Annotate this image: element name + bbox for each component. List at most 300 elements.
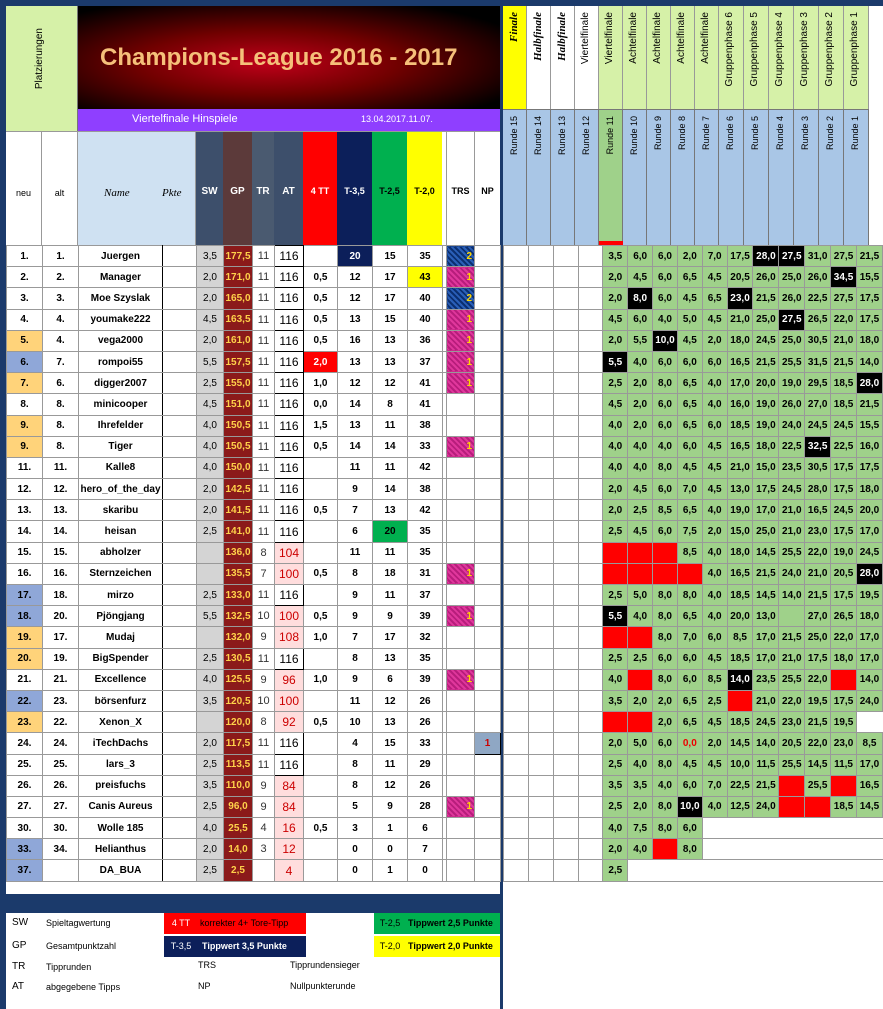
round-header-8 — [671, 6, 695, 109]
round-score: 19,0 — [727, 500, 753, 521]
rank-old: 7. — [43, 351, 79, 372]
round-header-label: Viertelfinale — [604, 12, 615, 65]
player-name[interactable]: Sternzeichen — [79, 563, 163, 584]
t20-value: 29 — [408, 754, 443, 775]
round-score: 21,5 — [831, 351, 857, 372]
round-score: 8,0 — [653, 373, 678, 394]
round-cell-empty — [528, 373, 553, 394]
trs-value — [447, 500, 475, 521]
round-score: 22,5 — [805, 288, 831, 309]
gp-value: 157,5 — [224, 351, 253, 372]
at-value: 116 — [275, 500, 304, 521]
round-score — [603, 712, 628, 733]
round-score: 18,5 — [727, 648, 753, 669]
round-score: 17,5 — [831, 585, 857, 606]
t20-value: 37 — [408, 351, 443, 372]
pkte-cell — [163, 606, 197, 627]
round-score: 21,5 — [805, 585, 831, 606]
round-cell-empty — [528, 521, 553, 542]
tr-value: 7 — [253, 563, 275, 584]
round-score: 19,0 — [753, 394, 779, 415]
round-header-label: Halbfinale — [556, 12, 568, 61]
at-value: 116 — [275, 351, 304, 372]
t25-value: 11 — [373, 542, 408, 563]
round-score: 22,0 — [831, 309, 857, 330]
sw-value — [197, 627, 224, 648]
player-name[interactable]: hero_of_the_day — [79, 479, 163, 500]
round-score: 24,5 — [753, 330, 779, 351]
gp-value: 110,0 — [224, 775, 253, 796]
round-header-label: Achtelfinale — [628, 12, 639, 64]
np-value — [475, 330, 501, 351]
table-row — [7, 606, 501, 627]
round-cell-empty — [504, 839, 529, 860]
table-row — [7, 521, 501, 542]
rounds-row — [504, 500, 883, 521]
player-name[interactable]: Ihrefelder — [79, 415, 163, 436]
player-name[interactable]: rompoi55 — [79, 351, 163, 372]
col-gp: GP — [223, 132, 252, 246]
sw-value: 2,5 — [197, 648, 224, 669]
round-cell-empty — [528, 288, 553, 309]
gp-value: 2,5 — [224, 860, 253, 881]
round-score: 4,5 — [702, 309, 727, 330]
gp-value: 130,5 — [224, 648, 253, 669]
t20-value: 35 — [408, 542, 443, 563]
t20-value: 33 — [408, 733, 443, 754]
np-value — [475, 669, 501, 690]
trs-value — [447, 521, 475, 542]
round-score: 28,0 — [856, 563, 882, 584]
round-sub-label: Runde 1 — [850, 116, 860, 151]
rank-old: 6. — [43, 373, 79, 394]
tt-value: 0,5 — [304, 500, 338, 521]
round-score: 6,0 — [702, 627, 727, 648]
round-score: 10,0 — [677, 796, 702, 817]
round-cell-empty — [578, 330, 603, 351]
round-sub-label: Runde 12 — [581, 116, 591, 156]
player-name[interactable]: minicooper — [79, 394, 163, 415]
round-score: 2,0 — [677, 246, 702, 267]
round-cell-empty — [578, 818, 603, 839]
pkte-cell — [163, 690, 197, 711]
round-score — [856, 818, 882, 839]
t35-value: 5 — [338, 796, 373, 817]
t20-value: 6 — [408, 818, 443, 839]
rank-new: 27. — [7, 796, 43, 817]
pkte-cell — [163, 818, 197, 839]
player-name[interactable]: vega2000 — [79, 330, 163, 351]
player-name[interactable]: BigSpender — [79, 648, 163, 669]
round-score: 2,0 — [702, 330, 727, 351]
round-score: 16,5 — [805, 500, 831, 521]
sw-value: 4,0 — [197, 818, 224, 839]
rank-old — [43, 860, 79, 881]
round-score: 21,0 — [779, 648, 805, 669]
round-sub-9 — [647, 109, 671, 245]
round-score: 10,0 — [727, 754, 753, 775]
tt-value — [304, 733, 338, 754]
t20-value: 26 — [408, 690, 443, 711]
round-header-13 — [551, 6, 575, 109]
pkte-cell — [163, 351, 197, 372]
table-row — [7, 585, 501, 606]
round-cell-empty — [553, 627, 578, 648]
round-header-7 — [695, 6, 719, 109]
player-name[interactable]: Juergen — [79, 246, 163, 267]
player-name[interactable]: Pjöngjang — [79, 606, 163, 627]
player-name[interactable]: mirzo — [79, 585, 163, 606]
tt-value: 0,5 — [304, 712, 338, 733]
round-cell-empty — [553, 479, 578, 500]
at-value: 108 — [275, 627, 304, 648]
round-score: 2,5 — [628, 648, 653, 669]
rounds-row — [504, 733, 883, 754]
player-name[interactable]: Tiger — [79, 436, 163, 457]
round-cell-empty — [528, 267, 553, 288]
round-score: 24,5 — [805, 415, 831, 436]
player-name[interactable]: skaribu — [79, 500, 163, 521]
round-score: 2,5 — [603, 521, 628, 542]
round-cell-empty — [528, 690, 553, 711]
round-sub-11 — [599, 109, 623, 245]
rounds-row — [504, 351, 883, 372]
trs-value — [447, 648, 475, 669]
platz-label: Platzierungen — [34, 28, 45, 90]
round-score — [805, 818, 831, 839]
round-score — [702, 818, 727, 839]
player-name[interactable]: Excellence — [79, 669, 163, 690]
round-score: 2,0 — [702, 521, 727, 542]
round-cell-empty — [528, 712, 553, 733]
round-score — [831, 669, 857, 690]
table-row — [7, 733, 501, 754]
round-sub-label: Runde 13 — [557, 116, 567, 156]
round-header-15 — [503, 6, 527, 109]
round-score: 6,0 — [653, 246, 678, 267]
rank-new: 2. — [7, 267, 43, 288]
round-score: 7,0 — [702, 246, 727, 267]
rank-old: 16. — [43, 563, 79, 584]
round-score — [856, 860, 882, 881]
pkte-cell — [163, 415, 197, 436]
round-score — [727, 839, 753, 860]
np-value — [475, 288, 501, 309]
round-cell-empty — [504, 246, 529, 267]
round-score — [779, 775, 805, 796]
round-header-9 — [647, 6, 671, 109]
round-cell-empty — [528, 648, 553, 669]
t35-value: 9 — [338, 479, 373, 500]
table-row — [7, 479, 501, 500]
pkte-cell — [163, 839, 197, 860]
round-score: 30,5 — [805, 330, 831, 351]
round-score: 2,5 — [603, 754, 628, 775]
t25-value: 13 — [373, 330, 408, 351]
round-score: 8,5 — [727, 627, 753, 648]
t35-value: 8 — [338, 775, 373, 796]
round-score: 20,5 — [779, 733, 805, 754]
round-score: 17,5 — [831, 457, 857, 478]
round-score: 26,5 — [805, 309, 831, 330]
t20-value: 41 — [408, 373, 443, 394]
round-score: 27,5 — [831, 246, 857, 267]
np-value — [475, 415, 501, 436]
pkte-cell — [163, 796, 197, 817]
t25-value: 20 — [373, 521, 408, 542]
rank-old: 18. — [43, 585, 79, 606]
round-cell-empty — [553, 775, 578, 796]
round-sub-label: Runde 2 — [825, 116, 835, 151]
subtitle: Viertelfinale Hinspiele — [132, 113, 238, 125]
round-score: 8,0 — [653, 606, 678, 627]
pkte-cell — [163, 542, 197, 563]
at-value: 96 — [275, 669, 304, 690]
round-score: 8,5 — [677, 542, 702, 563]
trs-value — [447, 415, 475, 436]
round-score: 6,5 — [702, 288, 727, 309]
round-score: 6,0 — [653, 733, 678, 754]
rank-new: 5. — [7, 330, 43, 351]
rank-old: 26. — [43, 775, 79, 796]
sw-value: 2,0 — [197, 330, 224, 351]
gp-value: 14,0 — [224, 839, 253, 860]
round-score: 26,0 — [805, 267, 831, 288]
player-name[interactable]: digger2007 — [79, 373, 163, 394]
round-cell-empty — [528, 309, 553, 330]
t25-value: 12 — [373, 690, 408, 711]
round-score: 2,0 — [603, 267, 628, 288]
player-name[interactable]: Canis Aureus — [79, 796, 163, 817]
table-row — [7, 775, 501, 796]
round-score — [779, 818, 805, 839]
round-cell-empty — [528, 542, 553, 563]
round-sub-label: Runde 3 — [800, 116, 810, 151]
player-name[interactable]: Mudaj — [79, 627, 163, 648]
round-score: 22,0 — [805, 542, 831, 563]
round-cell-empty — [528, 606, 553, 627]
at-value: 116 — [275, 733, 304, 754]
rank-old: 22. — [43, 712, 79, 733]
round-score: 26,0 — [753, 267, 779, 288]
gp-value: 133,0 — [224, 585, 253, 606]
t35-value: 12 — [338, 267, 373, 288]
round-header-1 — [844, 6, 869, 109]
table-row — [7, 330, 501, 351]
round-cell-empty — [504, 627, 529, 648]
round-score: 17,5 — [831, 521, 857, 542]
player-name[interactable]: börsenfurz — [79, 690, 163, 711]
tr-value: 11 — [253, 267, 275, 288]
round-cell-empty — [528, 436, 553, 457]
column-headers — [6, 131, 500, 245]
table-row — [7, 373, 501, 394]
rank-old: 27. — [43, 796, 79, 817]
rank-old: 20. — [43, 606, 79, 627]
round-cell-empty — [504, 818, 529, 839]
round-score — [603, 627, 628, 648]
page-title: Champions-League 2016 - 2017 — [100, 44, 458, 71]
rank-old: 17. — [43, 627, 79, 648]
round-score — [628, 542, 653, 563]
tr-value: 10 — [253, 606, 275, 627]
t20-value: 28 — [408, 796, 443, 817]
rank-new: 8. — [7, 394, 43, 415]
rank-old: 30. — [43, 818, 79, 839]
round-score — [603, 542, 628, 563]
round-score — [831, 860, 857, 881]
round-score: 4,0 — [603, 818, 628, 839]
round-score: 15,0 — [753, 457, 779, 478]
round-score: 5,5 — [603, 351, 628, 372]
pkte-cell — [163, 457, 197, 478]
rounds-row — [504, 754, 883, 775]
player-name[interactable]: Moe Szyslak — [79, 288, 163, 309]
tt-value — [304, 648, 338, 669]
round-score: 4,5 — [603, 309, 628, 330]
round-score: 19,0 — [831, 542, 857, 563]
round-score: 25,5 — [779, 542, 805, 563]
sw-value: 4,0 — [197, 669, 224, 690]
round-score: 4,5 — [702, 436, 727, 457]
round-score: 5,0 — [628, 733, 653, 754]
gp-value: 125,5 — [224, 669, 253, 690]
sw-value: 2,0 — [197, 288, 224, 309]
round-score: 4,0 — [702, 394, 727, 415]
round-cell-empty — [553, 585, 578, 606]
sw-value: 3,5 — [197, 246, 224, 267]
round-score: 14,0 — [779, 585, 805, 606]
t20-value: 43 — [408, 267, 443, 288]
trs-value — [447, 542, 475, 563]
t20-value: 41 — [408, 394, 443, 415]
round-cell-empty — [553, 267, 578, 288]
table-row — [7, 351, 501, 372]
round-sub-13 — [551, 109, 575, 245]
legend-t35-text: Tippwert 3,5 Punkte — [198, 936, 306, 957]
round-cell-empty — [578, 733, 603, 754]
round-score: 14,0 — [727, 669, 753, 690]
legend-at: AT — [12, 981, 25, 992]
rounds-row — [504, 479, 883, 500]
round-score: 21,0 — [779, 500, 805, 521]
player-name[interactable]: lars_3 — [79, 754, 163, 775]
round-score: 14,5 — [805, 754, 831, 775]
t35-value: 11 — [338, 542, 373, 563]
at-value: 116 — [275, 267, 304, 288]
col-pkte: Pkte — [162, 187, 182, 199]
tr-value: 9 — [253, 669, 275, 690]
at-value: 100 — [275, 606, 304, 627]
col-trs: TRS — [446, 132, 474, 246]
rank-old: 13. — [43, 500, 79, 521]
round-score: 25,0 — [805, 627, 831, 648]
tr-value: 11 — [253, 436, 275, 457]
round-score: 25,0 — [753, 309, 779, 330]
tt-value — [304, 775, 338, 796]
round-score: 2,0 — [628, 690, 653, 711]
round-score: 26,5 — [831, 606, 857, 627]
at-value: 116 — [275, 585, 304, 606]
player-name[interactable]: iTechDachs — [79, 733, 163, 754]
round-score: 22,5 — [831, 436, 857, 457]
player-name[interactable]: heisan — [79, 521, 163, 542]
rounds-row — [504, 627, 883, 648]
round-cell-empty — [504, 330, 529, 351]
pkte-cell — [163, 669, 197, 690]
at-value: 12 — [275, 839, 304, 860]
gp-value: 120,0 — [224, 712, 253, 733]
table-row — [7, 457, 501, 478]
player-name[interactable]: abholzer — [79, 542, 163, 563]
round-score: 16,5 — [856, 775, 882, 796]
round-score: 4,0 — [628, 457, 653, 478]
player-name[interactable]: Kalle8 — [79, 457, 163, 478]
trs-value — [447, 690, 475, 711]
np-value — [475, 500, 501, 521]
rank-new: 1. — [7, 246, 43, 267]
gp-value: 96,0 — [224, 796, 253, 817]
player-name[interactable]: Manager — [79, 267, 163, 288]
rank-new: 12. — [7, 479, 43, 500]
t25-value: 12 — [373, 373, 408, 394]
table-row — [7, 542, 501, 563]
round-score: 17,5 — [831, 690, 857, 711]
player-name[interactable]: Wolle 185 — [79, 818, 163, 839]
rank-old: 15. — [43, 542, 79, 563]
round-score: 24,0 — [856, 690, 882, 711]
col-at: AT — [274, 132, 303, 246]
round-score: 2,0 — [628, 415, 653, 436]
round-cell-empty — [578, 436, 603, 457]
rounds-row — [504, 606, 883, 627]
round-sub-7 — [695, 109, 719, 245]
player-name[interactable]: DA_BUA — [79, 860, 163, 881]
np-value — [475, 394, 501, 415]
round-cell-empty — [504, 542, 529, 563]
sw-value: 4,0 — [197, 436, 224, 457]
pkte-cell — [163, 627, 197, 648]
round-score: 25,0 — [753, 521, 779, 542]
col-name-header — [78, 132, 196, 246]
player-name[interactable]: Xenon_X — [79, 712, 163, 733]
round-cell-empty — [504, 690, 529, 711]
round-cell-empty — [528, 627, 553, 648]
tt-value — [304, 479, 338, 500]
player-name[interactable]: youmake222 — [79, 309, 163, 330]
t35-value: 14 — [338, 436, 373, 457]
sw-value: 2,0 — [197, 479, 224, 500]
player-name[interactable]: preisfuchs — [79, 775, 163, 796]
sw-value: 2,5 — [197, 521, 224, 542]
gp-value: 177,5 — [224, 246, 253, 267]
round-score: 28,0 — [753, 246, 779, 267]
rank-new: 22. — [7, 690, 43, 711]
tr-value: 11 — [253, 373, 275, 394]
tt-value — [304, 796, 338, 817]
round-score: 27,0 — [805, 606, 831, 627]
t35-value: 6 — [338, 521, 373, 542]
round-score: 15,5 — [856, 415, 882, 436]
round-score: 23,0 — [831, 733, 857, 754]
round-cell-empty — [553, 860, 578, 881]
at-value: 116 — [275, 521, 304, 542]
round-cell-empty — [553, 818, 578, 839]
t25-value: 1 — [373, 860, 408, 881]
round-score: 16,5 — [727, 351, 753, 372]
round-score: 20,0 — [753, 373, 779, 394]
player-name[interactable]: Helianthus — [79, 839, 163, 860]
